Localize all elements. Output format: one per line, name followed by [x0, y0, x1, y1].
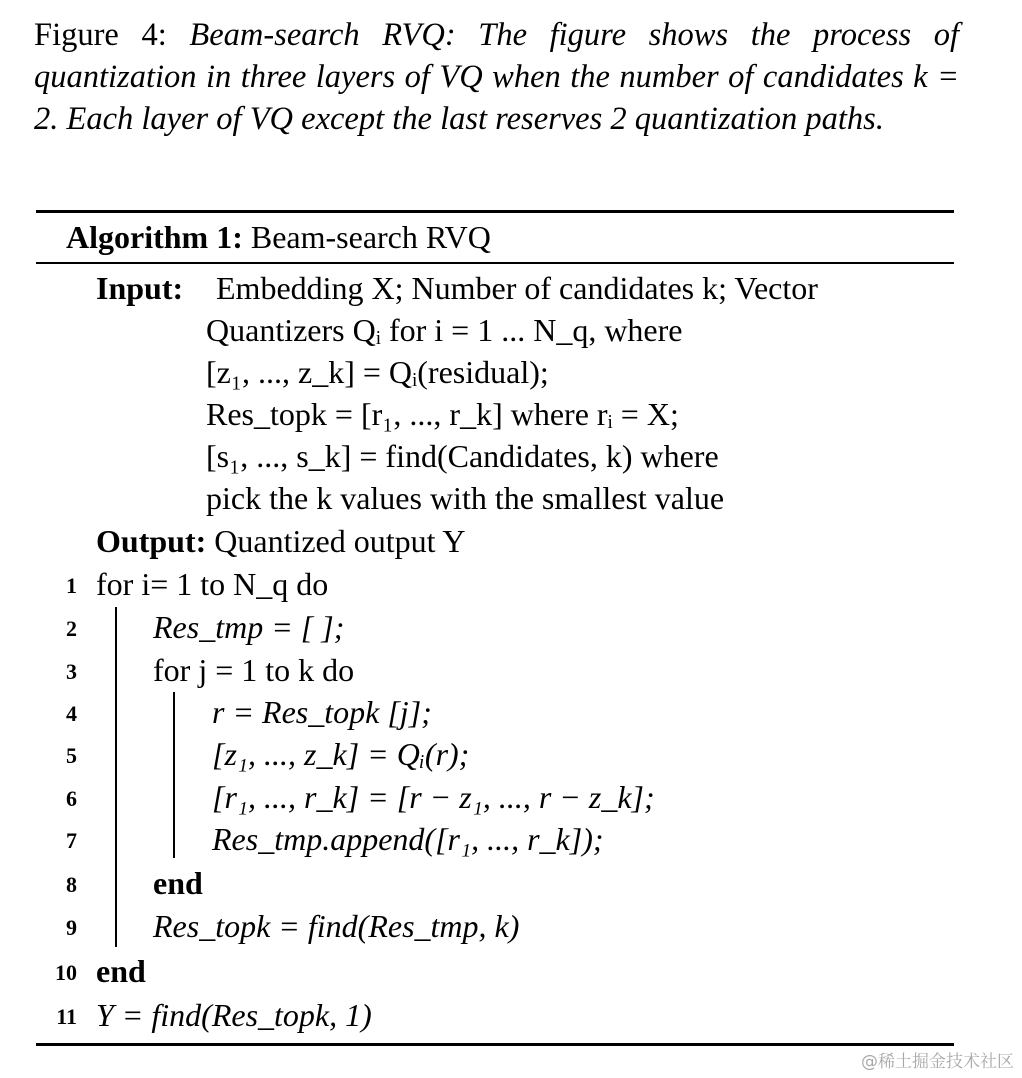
- watermark: @稀土掘金技术社区: [861, 1052, 1014, 1072]
- algo-line-10: end: [96, 953, 146, 989]
- line-number: 1: [66, 573, 77, 598]
- input-label: Input:: [96, 270, 184, 306]
- algo-line-6: [r₁, ..., r_k] = [r − z₁, ..., r − z_k];: [212, 779, 655, 815]
- algorithm-title: [66, 217, 491, 257]
- algorithm-bottom-rule: [36, 1043, 954, 1046]
- output-text: Quantized output Y: [214, 523, 466, 559]
- algo-line-8: end: [153, 865, 203, 901]
- algorithm-title-text: Beam-search RVQ: [250, 219, 491, 255]
- algo-line-7: Res_tmp.append([r₁, ..., r_k]);: [212, 821, 604, 857]
- algo-line-11: Y = find(Res_topk, 1): [96, 997, 372, 1033]
- input-line-1: Embedding X; Number of candidates k; Vector: [216, 270, 818, 306]
- algorithm-top-rule: [36, 210, 954, 213]
- figure-caption: [34, 14, 959, 140]
- caption-label: Figure 4:: [34, 17, 167, 53]
- algorithm-title-label: Algorithm 1:: [66, 219, 243, 255]
- output-label: Output:: [96, 523, 207, 559]
- line-number: 5: [66, 743, 77, 768]
- input-line-2: Quantizers Qᵢ for i = 1 ... N_q, where: [206, 312, 683, 348]
- line-number: 6: [66, 786, 77, 811]
- line-number: 10: [55, 960, 77, 985]
- algo-line-9: Res_topk = find(Res_tmp, k): [153, 908, 520, 944]
- algo-line-2: Res_tmp = [ ];: [153, 609, 345, 645]
- caption-text: Beam-search RVQ: The figure shows the process of quantization in three layers of VQ when the number of candidates k = 2. Each layer of VQ except the last reserves 2 quantization paths.: [34, 17, 960, 137]
- line-number: 7: [66, 828, 77, 853]
- input-line-5: [s₁, ..., s_k] = find(Candidates, k) where: [206, 438, 719, 474]
- inner-loop-indent-bar: [173, 692, 175, 858]
- line-number: 11: [56, 1004, 77, 1029]
- algo-line-1: for i= 1 to N_q do: [96, 566, 329, 602]
- line-number: 4: [66, 701, 77, 726]
- input-line-3: [z₁, ..., z_k] = Qᵢ(residual);: [206, 354, 549, 390]
- line-number: 8: [66, 872, 77, 897]
- line-number: 3: [66, 659, 77, 684]
- algo-line-5: [z₁, ..., z_k] = Qᵢ(r);: [212, 736, 470, 772]
- outer-loop-indent-bar: [115, 607, 117, 947]
- line-number: 2: [66, 616, 77, 641]
- input-line-6: pick the k values with the smallest value: [206, 480, 725, 516]
- algo-line-3: for j = 1 to k do: [153, 652, 355, 688]
- line-number: 9: [66, 915, 77, 940]
- algorithm-header-rule: [36, 262, 954, 264]
- input-line-4: Res_topk = [r₁, ..., r_k] where rᵢ = X;: [206, 396, 679, 432]
- output-row: [96, 521, 465, 561]
- algo-line-4: r = Res_topk [j];: [212, 694, 432, 730]
